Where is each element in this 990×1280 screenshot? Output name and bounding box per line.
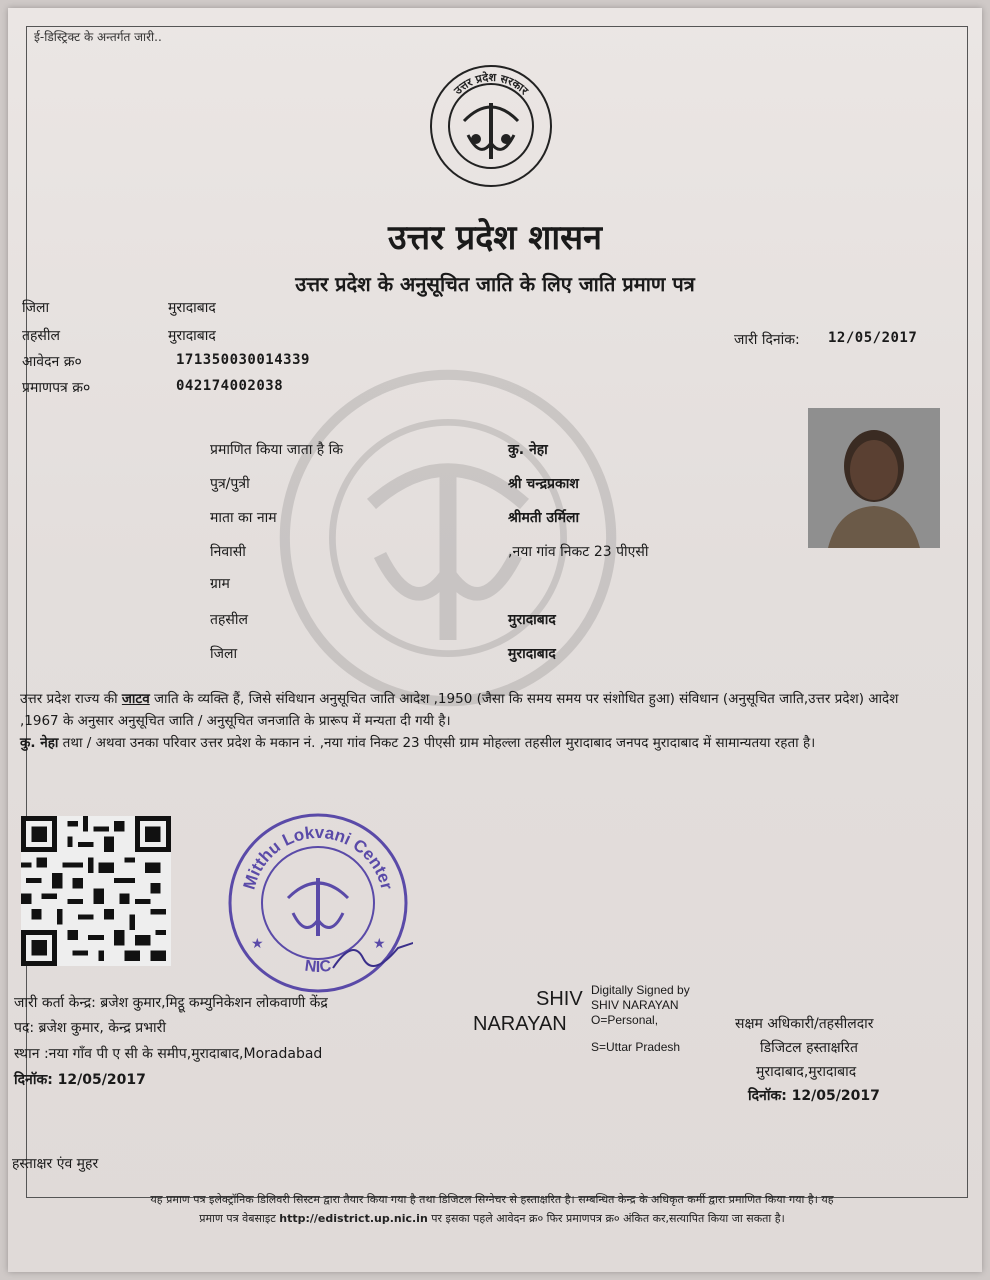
detail-value: मुरादाबाद — [508, 612, 556, 628]
issuer-place: स्थान :नया गाँव पी ए सी के समीप,मुरादाबाद,Moradabad — [14, 1046, 323, 1062]
district-label: जिला — [22, 300, 50, 316]
certificate-body — [20, 688, 940, 754]
digital-signature-line: O=Personal, — [591, 1013, 659, 1027]
issuer-post: पद: ब्रजेश कुमार, केन्द्र प्रभारी — [14, 1020, 167, 1036]
detail-label: माता का नाम — [210, 510, 277, 526]
detail-label: जिला — [210, 646, 238, 662]
certificate-title: उत्तर प्रदेश शासन — [387, 218, 602, 258]
applicant-photo — [808, 408, 940, 548]
signature-and-seal-label: हस्ताक्षर एंव मुहर — [12, 1156, 99, 1172]
certificate-paper — [8, 8, 982, 1272]
certificate-subtitle: उत्तर प्रदेश के अनुसूचित जाति के लिए जाति प्रमाण पत्र — [295, 272, 695, 296]
svg-text:★: ★ — [251, 936, 264, 952]
digital-signature-line: S=Uttar Pradesh — [591, 1040, 681, 1054]
certificate-number-label: प्रमाणपत्र क्र० — [22, 380, 91, 396]
signer-name-line2: NARAYAN — [473, 1013, 567, 1035]
svg-text:Mitthu Lokvani Center: Mitthu Lokvani Center — [239, 822, 397, 892]
tehsil-label: तहसील — [22, 328, 60, 344]
detail-label: पुत्र/पुत्री — [210, 476, 250, 492]
application-number: 171350030014339 — [176, 352, 310, 368]
footer-note — [22, 1190, 962, 1228]
body-text: तथा / अथवा उनका परिवार उत्तर प्रदेश के मकान नं. ,नया गांव निकट 23 पीएसी ग्राम मोहल्ला तहसील मुरादाबाद जनपद मुरादाबाद में सामान्यतया रहता है। — [58, 735, 816, 751]
qr-code — [20, 816, 172, 966]
issue-date-value: 12/05/2017 — [828, 330, 918, 346]
applicant-name-bold: कु. नेहा — [20, 735, 59, 751]
detail-value: मुरादाबाद — [508, 646, 556, 662]
svg-text:NIC: NIC — [303, 957, 333, 976]
detail-value: ,नया गांव निकट 23 पीएसी — [508, 544, 649, 560]
detail-label: तहसील — [210, 612, 248, 628]
detail-value: श्री चन्द्रप्रकाश — [508, 476, 579, 492]
verification-url[interactable]: http://edistrict.up.nic.in — [279, 1212, 428, 1225]
authority-title: सक्षम अधिकारी/तहसीलदार — [735, 1016, 874, 1032]
detail-value: श्रीमती उर्मिला — [508, 510, 580, 526]
mitthu-lokvani-center-stamp — [223, 808, 413, 998]
tehsil-value: मुरादाबाद — [168, 328, 216, 344]
authority-digital-signed: डिजिटल हस्ताक्षरित — [760, 1040, 858, 1056]
issuer-date: दिनॉक: 12/05/2017 — [14, 1072, 146, 1088]
issuing-center: जारी कर्ता केन्द्र: ब्रजेश कुमार,मिट्ठू कम्युनिकेशन लोकवाणी केंद्र — [14, 995, 328, 1011]
svg-text:उत्तर प्रदेश सरकार: उत्तर प्रदेश सरकार — [451, 70, 531, 98]
caste-name: जाटव — [121, 691, 150, 707]
footer-text: प्रमाण पत्र वेबसाइट — [199, 1212, 280, 1225]
authority-date: दिनॉक: 12/05/2017 — [748, 1088, 880, 1104]
authority-location: मुरादाबाद,मुरादाबाद — [756, 1064, 857, 1080]
watermark-emblem — [278, 368, 618, 708]
detail-label: प्रमाणित किया जाता है कि — [210, 442, 344, 458]
detail-label: ग्राम — [210, 576, 230, 592]
certificate-number: 042174002038 — [176, 378, 284, 394]
body-text: उत्तर प्रदेश राज्य की — [20, 691, 122, 707]
body-text: जाति के व्यक्ति हैं, जिसे संविधान अनुसूचित जाति आदेश ,1950 (जैसा कि समय समय पर संशोधित हुआ) संविधान (अनुसूचित जाति,उत्तर प्रदेश) आदेश ,1967 के अनुसार अनुसूचित जाति / अनुसूचित जनजाति के प्रारूप में मन्यता दी गयी है। — [20, 691, 899, 729]
application-label: आवेदन क्र० — [22, 354, 82, 370]
district-value: मुरादाबाद — [168, 300, 216, 316]
detail-label: निवासी — [210, 544, 246, 560]
header-note: ई-डिस्ट्रिक्ट के अन्तर्गत जारी.. — [34, 30, 162, 44]
digital-signature-line: Digitally Signed by — [591, 983, 690, 997]
issue-date-label: जारी दिनांक: — [734, 332, 800, 348]
svg-text:★: ★ — [373, 936, 386, 952]
digital-signature-line: SHIV NARAYAN — [591, 998, 679, 1012]
footer-text: पर इसका पहले आवेदन क्र० फिर प्रमाणपत्र क्र० अंकित कर,सत्यापित किया जा सकता है। — [427, 1212, 785, 1225]
detail-value: कु. नेहा — [508, 442, 548, 458]
up-government-emblem — [428, 63, 554, 189]
signer-name-line1: SHIV — [536, 988, 583, 1010]
footer-text: यह प्रमाण पत्र इलेक्ट्रॉनिक डिलिवरी सिस्टम द्वारा तैयार किया गया है तथा डिजिटल सिग्नेचर से हस्ताक्षरित है। सम्बन्धित केन्द्र के अधिकृत कर्मी द्वारा प्रमाणित किया गया है। यह — [150, 1193, 834, 1206]
